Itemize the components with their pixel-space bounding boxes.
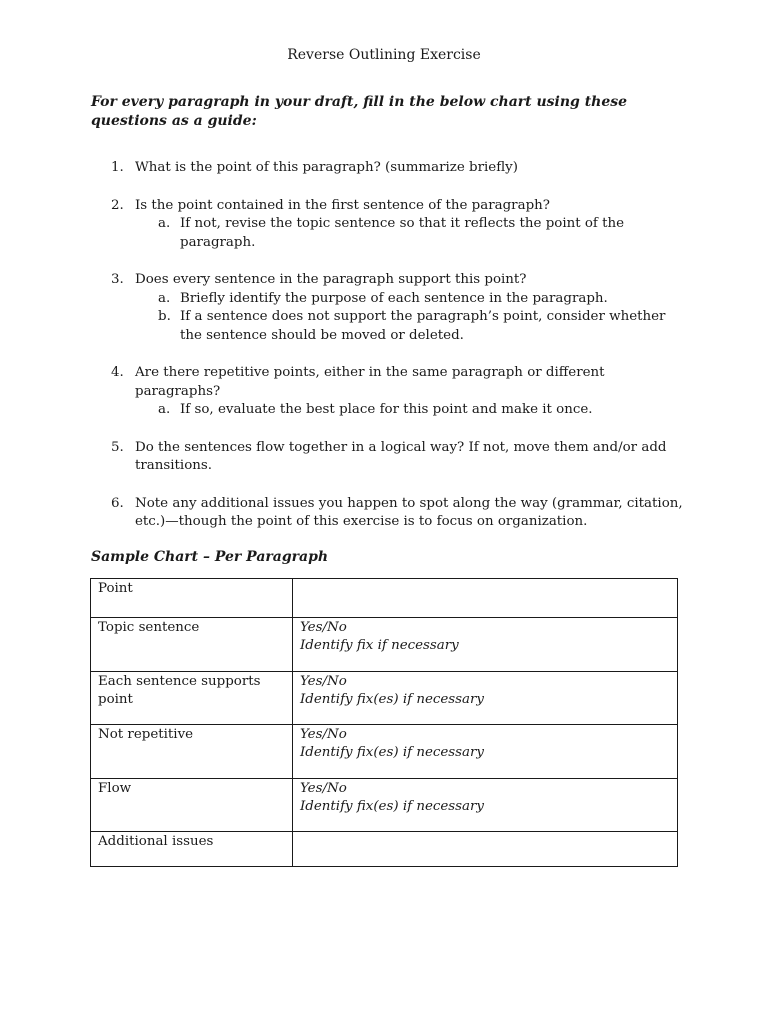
question-item-5 [91,439,691,476]
sub-question-letter: b. [158,309,171,324]
sub-question-letter: a. [158,216,171,231]
sub-question-text: Briefly identify the purpose of each sentence in the paragraph. [180,290,608,306]
question-number: 4. [111,365,124,380]
question-text: Does every sentence in the paragraph support this point? [135,272,527,287]
question-text: Note any additional issues you happen to spot along the way (grammar, citation, etc.)—though the point of this exercise is to focus on organization. [135,495,683,529]
question-number: 1. [111,160,124,175]
question-number: 6. [111,495,124,511]
row-value-note: Identify fix if necessary [300,638,459,653]
guide-questions-list [91,159,691,551]
question-item-4 [91,364,691,420]
row-label: Topic sentence [91,618,293,672]
question-text: Is the point contained in the first sentence of the paragraph? [135,197,550,213]
table-row [91,832,678,867]
sub-question-text: If so, evaluate the best place for this point and make it once. [180,402,593,417]
document-title: Reverse Outlining Exercise [287,47,481,63]
row-label: Each sentence supports point [91,672,293,725]
row-value [293,618,678,672]
row-value-note: Identify fix(es) if necessary [300,799,484,814]
sub-question-item [135,308,691,345]
question-item-2 [91,197,691,253]
question-text: Are there repetitive points, either in the same paragraph or different paragraphs? [135,365,605,399]
row-value-answer: Yes/No [300,620,347,635]
row-value [293,832,678,867]
table-row [91,725,678,779]
question-number: 3. [111,272,124,287]
row-label: Flow [91,779,293,832]
row-label: Not repetitive [91,725,293,779]
question-item-6 [91,495,691,532]
table-row [91,618,678,672]
row-value-answer: Yes/No [300,727,347,742]
question-number: 5. [111,439,124,455]
sub-question-item [135,290,691,309]
table-row [91,779,678,832]
sub-question-letter: a. [158,290,171,306]
row-label: Additional issues [91,832,293,867]
row-value [293,672,678,725]
question-item-1 [91,159,691,178]
question-text: Do the sentences flow together in a logical way? If not, move them and/or add transitions. [135,439,667,473]
row-value [293,779,678,832]
question-number: 2. [111,197,124,213]
row-value-answer: Yes/No [300,674,347,689]
intro-instructions: For every paragraph in your draft, fill in the below chart using these questions as a guide: [91,94,628,129]
sample-chart-table [90,578,678,867]
row-value-note: Identify fix(es) if necessary [300,692,484,707]
question-item-3 [91,271,691,345]
sample-chart-heading: Sample Chart – Per Paragraph [91,549,329,565]
row-label: Point [91,579,293,618]
sub-question-text: If not, revise the topic sentence so that it reflects the point of the paragraph. [180,216,625,250]
sub-question-item [135,215,691,252]
table-row [91,672,678,725]
sub-question-item [135,401,691,420]
row-value [293,725,678,779]
row-value-answer: Yes/No [300,781,347,796]
row-value-note: Identify fix(es) if necessary [300,745,484,760]
row-value [293,579,678,618]
table-row [91,579,678,618]
question-text: What is the point of this paragraph? (summarize briefly) [135,160,518,175]
sub-question-text: If a sentence does not support the paragraph’s point, consider whether the sentence should be moved or deleted. [180,309,666,343]
sub-question-letter: a. [158,402,171,417]
